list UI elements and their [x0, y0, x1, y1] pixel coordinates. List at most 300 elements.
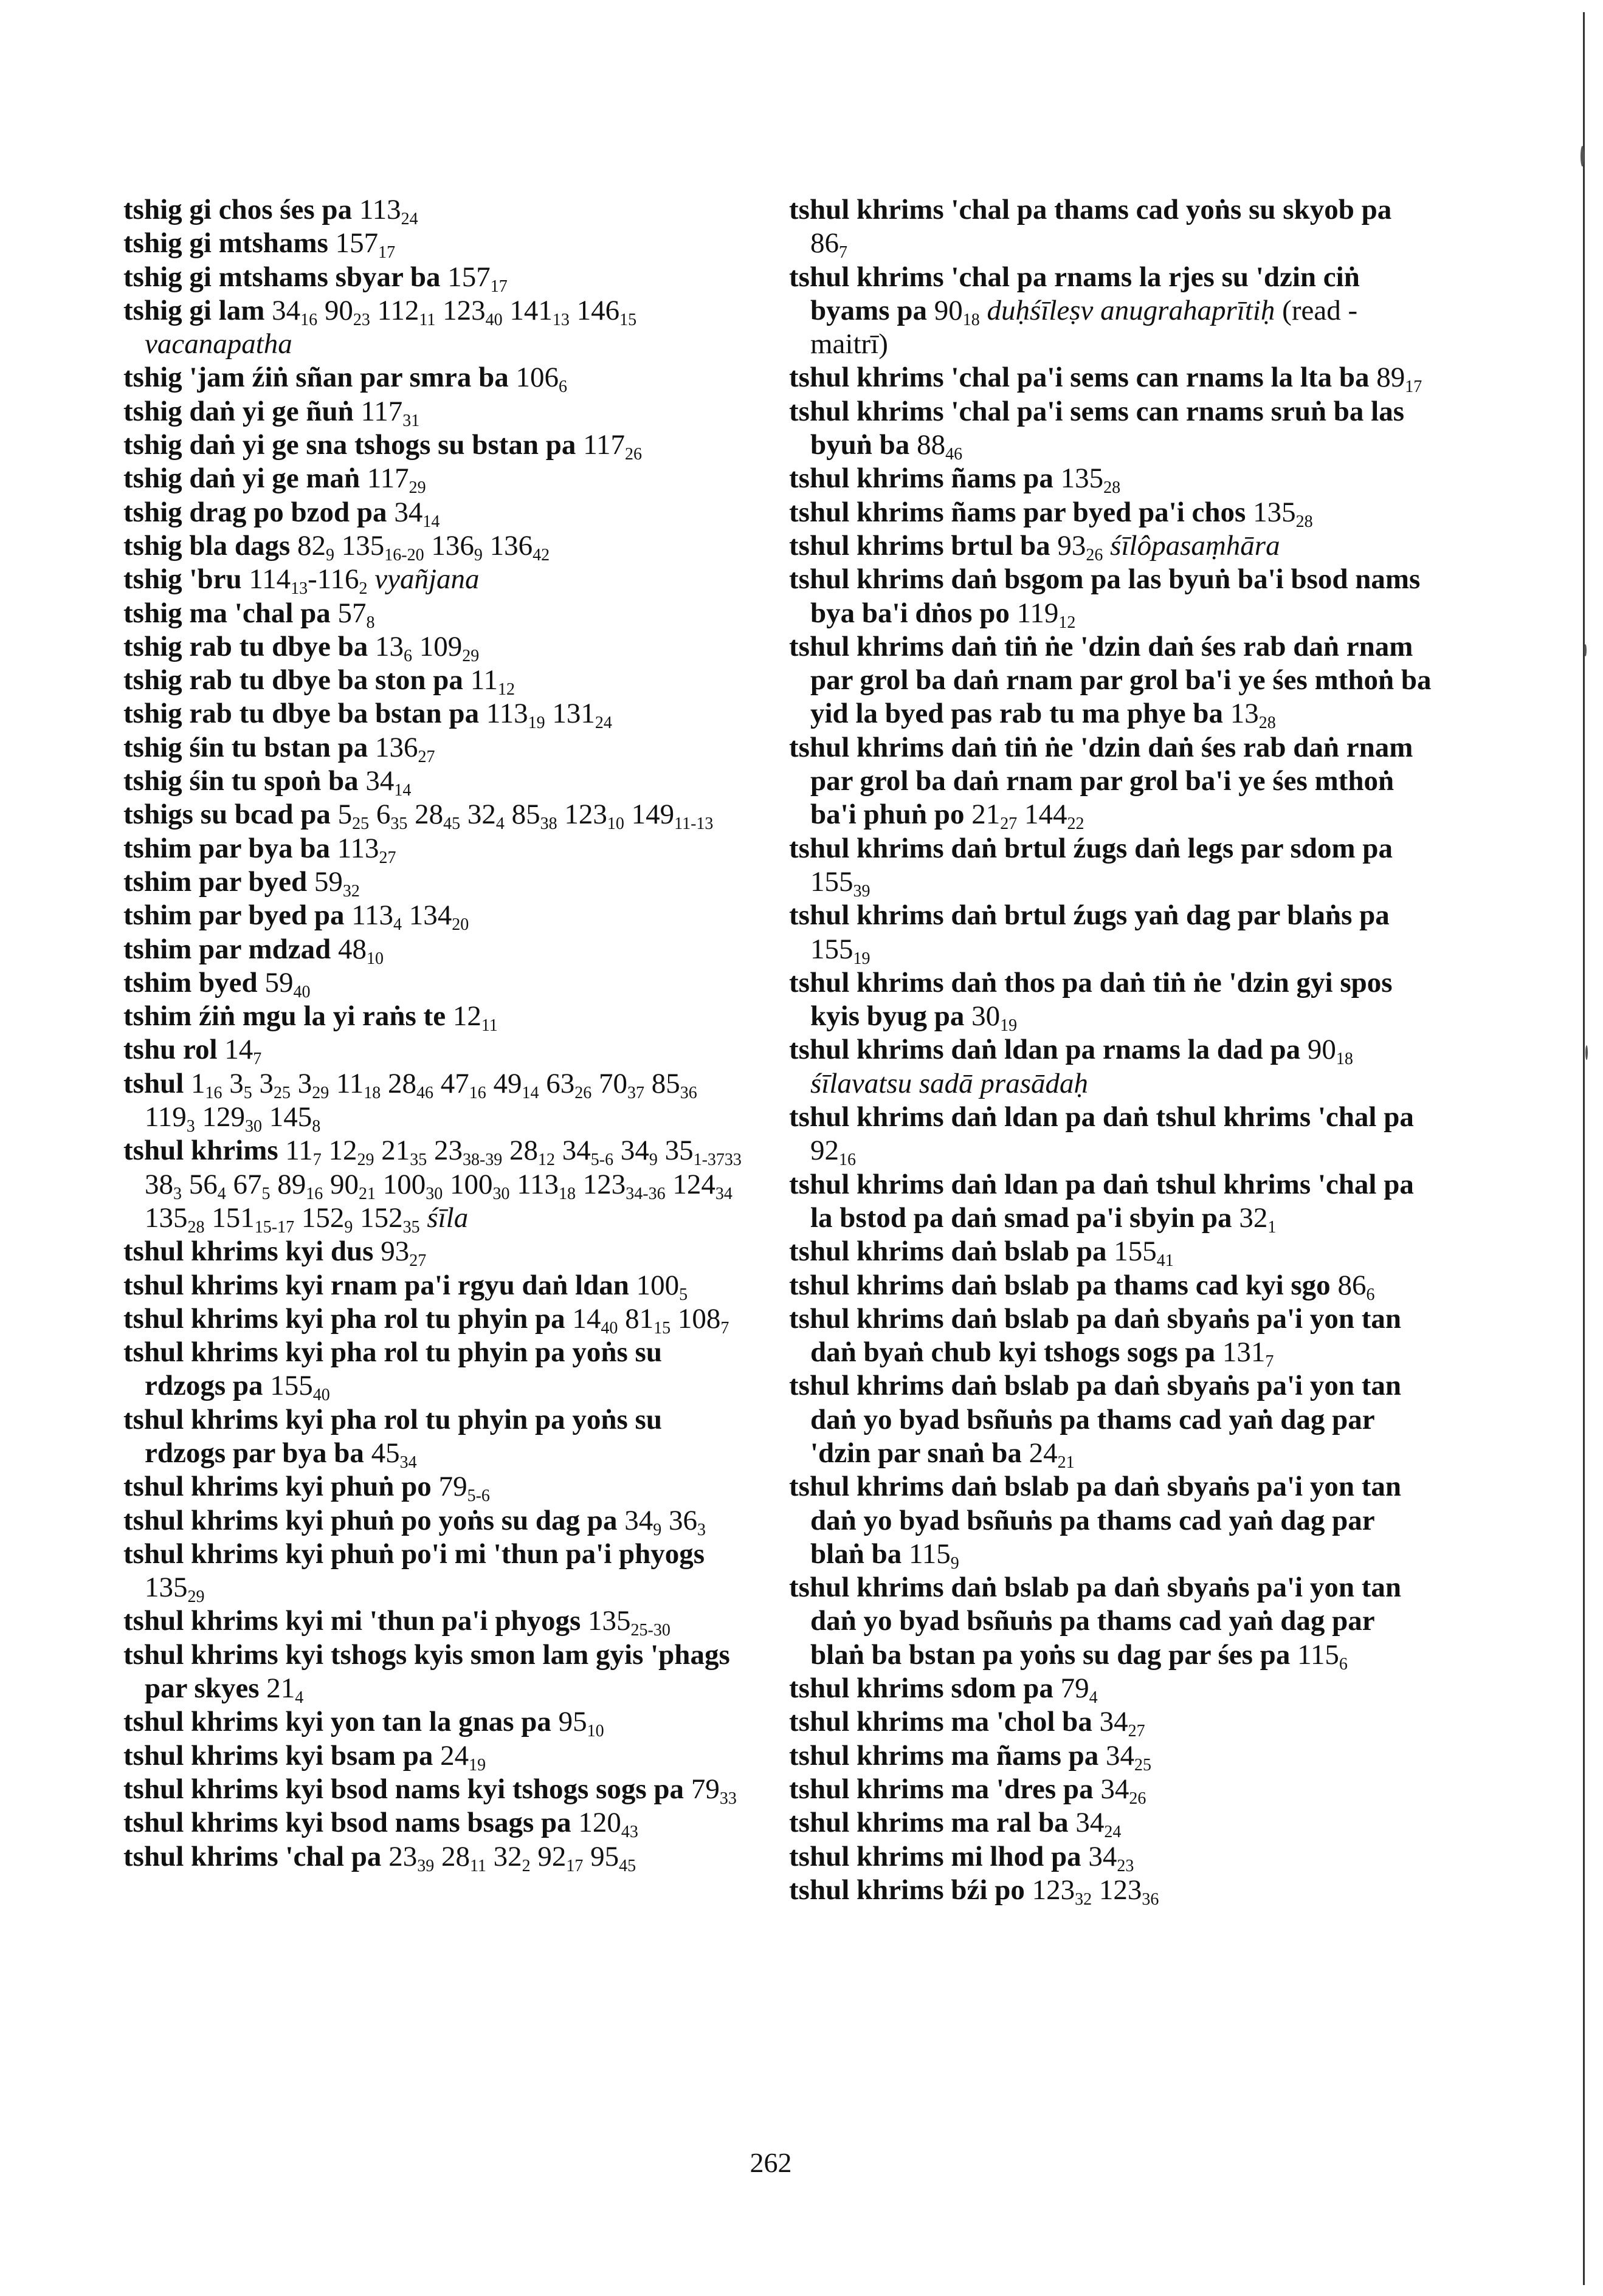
line-number-ref: 41	[1156, 1251, 1174, 1271]
page-number-ref: 95	[558, 1706, 587, 1738]
page-number-ref: 117	[360, 395, 403, 427]
line-number-ref: 25-30	[630, 1621, 671, 1640]
page-number-ref: 100	[636, 1269, 680, 1301]
page-reference	[590, 1840, 636, 1875]
page-number-ref: 82	[297, 529, 326, 562]
page-number-ref: 36	[668, 1504, 697, 1536]
page-number-ref: 34	[562, 1135, 591, 1167]
line-number-ref: 12	[497, 680, 515, 699]
line-number-ref: 22	[1067, 814, 1084, 834]
entry-headword: tshul khrims sdom pa	[789, 1672, 1053, 1705]
page-number-ref: 5	[337, 799, 353, 831]
page-number-ref: 23	[388, 1840, 418, 1872]
index-entry	[123, 1806, 750, 1840]
entry-headword: tshul khrims 'chal pa rnams la rjes su 'dzin ciṅ byams pa	[789, 261, 1360, 326]
entry-headword: tshul khrims kyi bsod nams kyi tshogs sogs pa	[123, 1773, 684, 1805]
line-number-ref: 29	[187, 1587, 205, 1607]
line-number-ref: 19	[1000, 1016, 1018, 1036]
entry-headword: tshig rab tu dbye ba bstan pa	[123, 698, 480, 730]
line-number-ref: 30	[245, 1117, 263, 1136]
index-entry	[123, 865, 750, 899]
page-reference	[572, 1302, 618, 1338]
page-reference	[337, 933, 384, 968]
page-reference	[381, 1135, 427, 1170]
line-number-ref: 11	[469, 1856, 486, 1875]
page-number-ref: 34	[365, 765, 395, 797]
line-number-ref: 26	[1086, 545, 1103, 565]
index-entry	[123, 1538, 750, 1605]
page-reference	[810, 1135, 856, 1170]
page-reference	[447, 261, 508, 296]
index-entry	[123, 1067, 750, 1135]
page-number-ref: 23	[433, 1135, 463, 1167]
page-number-ref: 24	[440, 1739, 469, 1772]
line-number-ref: 8	[366, 613, 375, 632]
page-reference	[537, 1840, 584, 1875]
line-number-ref: 17	[1405, 377, 1422, 397]
line-number-ref: 39	[853, 881, 870, 901]
line-number-ref: 18	[364, 1083, 381, 1102]
line-number-ref: 4	[217, 1184, 226, 1203]
page-number-ref: 28	[388, 1067, 417, 1099]
page-number-ref: 113	[351, 899, 393, 932]
entry-headword: tshig drag po bzod pa	[123, 496, 387, 528]
page-number-ref: 28	[415, 799, 444, 831]
line-number-ref: 35	[390, 814, 408, 834]
page-number-ref: 38	[145, 1168, 173, 1200]
scan-dot	[1584, 644, 1587, 656]
index-entry	[789, 1874, 1433, 1907]
index-entry	[123, 1604, 750, 1638]
entry-headword: tshul khrims daṅ brtul źugs yaṅ dag par blaṅs pa	[789, 899, 1390, 932]
page-number-ref: 81	[625, 1302, 654, 1335]
line-number-ref: 36	[680, 1083, 697, 1102]
line-number-ref: 3	[186, 1117, 195, 1136]
line-number-ref: 9	[950, 1553, 959, 1573]
page-reference	[224, 1034, 262, 1069]
entry-headword: tshul khrims kyi phuṅ po	[123, 1471, 432, 1503]
entry-headword: tshig gi mtshams	[123, 227, 328, 260]
index-entry	[123, 630, 750, 664]
page-reference	[191, 1067, 222, 1102]
line-number-ref: 24	[595, 713, 612, 733]
page-reference	[1088, 1840, 1134, 1875]
index-entry	[789, 395, 1433, 462]
index-entry	[789, 1302, 1433, 1370]
line-number-ref: 38-39	[462, 1150, 503, 1170]
page-reference	[314, 865, 360, 901]
page-reference	[651, 1067, 697, 1102]
page-number-ref: 47	[440, 1067, 469, 1099]
line-number-ref: 26	[624, 445, 642, 464]
page-number-ref: 131	[1222, 1336, 1266, 1369]
index-entry	[789, 496, 1433, 529]
index-entry	[789, 1773, 1433, 1806]
entry-headword: tshig rab tu dbye ba ston pa	[123, 664, 463, 696]
index-entry	[123, 261, 750, 294]
entry-headword: tshul khrims ma ñams pa	[789, 1739, 1099, 1772]
page-number-ref: 123	[564, 799, 607, 831]
page-reference	[546, 1067, 592, 1102]
page-number-ref: 114	[249, 563, 291, 596]
page-reference	[377, 294, 436, 329]
index-entry	[789, 563, 1433, 630]
index-entry	[123, 428, 750, 462]
sanskrit-equivalent: śīla	[427, 1201, 469, 1234]
line-number-ref: 15	[653, 1318, 671, 1338]
page-number-ref: 48	[337, 933, 367, 965]
page-reference	[371, 1437, 417, 1472]
entry-headword: tshul khrims ma 'dres pa	[789, 1773, 1094, 1805]
page-reference	[1253, 496, 1313, 531]
line-number-ref: 6	[1366, 1285, 1375, 1304]
line-number-ref: 5-6	[467, 1487, 490, 1506]
page-number-ref: 129	[202, 1101, 246, 1133]
page-number-ref: 152	[301, 1201, 345, 1234]
page-reference	[277, 1168, 323, 1203]
page-reference	[297, 529, 335, 565]
entry-headword: tshu rol	[123, 1034, 218, 1066]
line-number-ref: 4	[1089, 1688, 1098, 1708]
line-number-ref: 19	[469, 1755, 486, 1775]
page-number-ref: 79	[691, 1773, 720, 1805]
page-reference	[1239, 1201, 1277, 1237]
page-number-ref: 34	[620, 1135, 649, 1167]
line-number-ref: 7	[253, 1050, 262, 1069]
line-number-ref: 7	[839, 243, 847, 263]
line-number-ref: 9	[649, 1150, 658, 1170]
index-entry	[123, 597, 750, 630]
line-number-ref: 32	[342, 881, 360, 901]
index-entry	[789, 630, 1433, 731]
page-number-ref: 32	[1239, 1201, 1268, 1234]
page-reference	[450, 1168, 510, 1203]
page-reference	[1032, 1874, 1092, 1909]
page-reference	[360, 395, 420, 430]
index-entry	[789, 1739, 1433, 1773]
line-number-ref: 25	[352, 814, 370, 834]
page-reference	[1376, 362, 1422, 397]
line-number-ref: 32	[1075, 1889, 1092, 1909]
line-number-ref: 35	[402, 1217, 420, 1237]
entry-headword: tshig daṅ yi ge ñuṅ	[123, 395, 354, 427]
line-number-ref: 5-6	[590, 1150, 614, 1170]
page-reference	[264, 966, 311, 1002]
index-entry	[789, 899, 1433, 966]
line-number-ref: 16	[306, 1184, 323, 1203]
entry-headword: tshul khrims bźi po	[789, 1874, 1025, 1906]
line-number-ref: 2	[522, 1856, 531, 1875]
page-number: 262	[750, 2147, 792, 2178]
page-reference	[272, 294, 318, 329]
page-reference	[677, 1302, 729, 1338]
page-number-ref: 67	[233, 1168, 262, 1200]
page-reference	[324, 294, 370, 329]
page-number-ref: 113	[486, 698, 528, 730]
right-index-column	[789, 193, 1433, 1907]
line-number-ref: 9	[653, 1520, 662, 1539]
page-number-ref: 144	[1024, 799, 1067, 831]
line-number-ref: 7	[1265, 1352, 1274, 1372]
index-entry	[123, 563, 750, 599]
line-number-ref: 9	[326, 545, 335, 565]
line-number-ref: 7	[720, 1318, 729, 1338]
line-number-ref: 37	[627, 1083, 645, 1102]
line-number-ref: 40	[485, 310, 503, 329]
index-entry	[123, 731, 750, 765]
page-number-ref: 109	[419, 630, 463, 662]
page-number-ref: 6	[376, 799, 391, 831]
index-entry	[123, 496, 750, 529]
index-entry	[789, 1806, 1433, 1840]
page-reference	[145, 1572, 205, 1607]
index-entry	[123, 193, 750, 227]
page-reference	[145, 1168, 182, 1203]
entry-headword: tshul khrims 'chal pa'i sems can rnams sruṅ ba las byuṅ ba	[789, 395, 1404, 461]
page-reference	[672, 1168, 733, 1203]
index-entry	[123, 1773, 750, 1806]
index-entry	[123, 1134, 750, 1235]
line-number-ref: 21	[1057, 1452, 1075, 1472]
page-reference	[810, 865, 870, 901]
page-number-ref: 108	[677, 1302, 721, 1335]
line-number-ref: 29	[312, 1083, 329, 1102]
entry-headword: tshim par byed pa	[123, 899, 345, 932]
page-number-ref: 106	[515, 362, 559, 394]
page-reference	[388, 1067, 434, 1102]
line-number-ref: 38	[540, 814, 557, 834]
entry-headword: tshul khrims kyi mi 'thun pa'i phyogs	[123, 1605, 581, 1637]
page-number-ref: 32	[493, 1840, 522, 1872]
line-number-ref: 27	[379, 848, 396, 867]
line-number-ref: 18	[559, 1184, 576, 1203]
page-reference	[249, 563, 308, 599]
page-number-ref: 28	[441, 1840, 470, 1872]
line-number-ref: 40	[312, 1386, 330, 1405]
page-reference	[212, 1201, 295, 1237]
page-number-ref: 141	[509, 294, 553, 326]
index-entry	[123, 1302, 750, 1336]
page-number-ref: 100	[382, 1168, 426, 1200]
page-number-ref: 86	[1337, 1269, 1367, 1301]
page-number-ref: 123	[1032, 1874, 1075, 1906]
entry-headword: tshul khrims daṅ bslab pa	[789, 1236, 1107, 1268]
page-number-ref: 34	[1088, 1840, 1117, 1872]
page-reference	[489, 529, 550, 565]
page-number-ref: 120	[578, 1807, 621, 1839]
page-number-ref: 135	[1060, 462, 1104, 495]
line-number-ref: 36	[1142, 1889, 1159, 1909]
page-reference	[440, 1067, 486, 1102]
line-number-ref: 18	[962, 310, 980, 329]
entry-headword: tshul khrims kyi phuṅ po'i mi 'thun pa'i phyogs	[123, 1538, 705, 1570]
page-number-ref: 90	[934, 294, 963, 326]
page-number-ref: 146	[576, 294, 620, 326]
sanskrit-equivalent: śīlôpasaṃhāra	[1110, 529, 1280, 562]
page-number-ref: 49	[493, 1067, 522, 1099]
page-number-ref: 45	[371, 1437, 400, 1469]
page-reference	[1307, 1034, 1353, 1069]
entry-headword: tshul khrims daṅ bsgom pa las byuṅ ba'i bsod nams bya ba'i dṅos po	[789, 563, 1421, 629]
entry-headword: tshul khrims 'chal pa'i sems can rnams la lta ba	[789, 362, 1370, 394]
page-number-ref: 21	[971, 799, 1001, 831]
index-entry	[123, 1403, 750, 1471]
line-number-ref: 17	[490, 277, 508, 296]
page-reference	[438, 1471, 490, 1506]
sanskrit-equivalent: śīlavatsu sadā prasādaḥ	[810, 1067, 1088, 1099]
index-entry	[789, 261, 1433, 362]
page-number-ref: 79	[438, 1471, 467, 1503]
page-reference	[1029, 1437, 1075, 1472]
entry-headword: tshul khrims daṅ ldan pa rnams la dad pa	[789, 1034, 1301, 1066]
index-entry	[789, 1571, 1433, 1672]
page-reference	[431, 529, 483, 565]
page-reference	[1297, 1638, 1348, 1674]
index-entry	[123, 899, 750, 935]
page-number-ref: 157	[447, 261, 491, 293]
entry-headword: tshig gi chos śes pa	[123, 194, 353, 225]
line-number-ref: 21	[359, 1184, 376, 1203]
page-number-ref: 100	[450, 1168, 493, 1200]
page-reference	[1114, 1236, 1174, 1271]
page-number-ref: 135	[1253, 496, 1296, 528]
page-reference	[330, 1168, 376, 1203]
page-number-ref: 11	[470, 664, 498, 696]
entry-headword: tshig gi lam	[123, 294, 265, 326]
page-number-ref: 115	[908, 1538, 951, 1570]
index-entry	[123, 227, 750, 263]
page-reference	[328, 1135, 374, 1170]
line-number-ref: 23	[353, 310, 370, 329]
entry-headword: tshul khrims 'chal pa	[123, 1840, 382, 1872]
line-number-ref: 19	[528, 713, 545, 733]
entry-headword: tshul khrims daṅ tiṅ ṅe 'dzin daṅ śes rab daṅ rnam par grol ba daṅ rnam par grol ba'i ye śes mthoṅ ba'i phuṅ po	[789, 731, 1413, 831]
page-reference	[971, 799, 1018, 834]
page-number-ref: 155	[810, 865, 853, 898]
line-number-ref: 3	[173, 1184, 182, 1203]
page-number-ref: 145	[269, 1101, 312, 1133]
page-reference	[631, 799, 714, 834]
page-number-ref: 14	[224, 1034, 253, 1066]
line-number-ref: 26	[1129, 1789, 1146, 1808]
index-entry	[789, 1033, 1433, 1101]
index-entry	[123, 395, 750, 428]
page-number-ref: 85	[651, 1067, 680, 1099]
line-number-ref: 4	[393, 915, 402, 935]
line-number-ref: 33	[724, 1150, 742, 1170]
page-reference	[335, 227, 396, 263]
page-number-ref: 92	[537, 1840, 567, 1872]
entry-headword: tshul khrims kyi dus	[123, 1236, 374, 1268]
page-reference	[564, 799, 624, 834]
page-reference	[810, 933, 870, 968]
index-entry	[123, 765, 750, 798]
index-entry	[123, 1470, 750, 1504]
entry-headword: tshim byed	[123, 966, 258, 998]
entry-headword: tshul khrims daṅ bslab pa daṅ sbyaṅs pa'i yon tan daṅ yo byad bsñuṅs pa thams cad yaṅ dag par blaṅ ba bstan pa yoṅs su dag par śes pa	[789, 1572, 1402, 1671]
entry-headword: tshul khrims daṅ thos pa daṅ tiṅ ṅe 'dzin gyi spos kyis byug pa	[789, 966, 1393, 1033]
index-entry	[123, 1269, 750, 1302]
page-number-ref: 90	[324, 294, 353, 326]
page-reference	[1057, 529, 1103, 565]
line-number-ref: 8	[312, 1117, 321, 1136]
line-number-ref: 28	[1295, 512, 1313, 531]
index-entry	[123, 1638, 750, 1706]
page-reference	[336, 1067, 381, 1102]
line-number-ref: 17	[378, 243, 396, 263]
line-number-ref: 35	[410, 1150, 427, 1170]
line-number-ref: 14	[394, 781, 412, 800]
page-number-ref: 34	[272, 294, 301, 326]
page-number-ref: 85	[511, 799, 540, 831]
page-reference	[452, 1000, 498, 1036]
page-number-ref: 152	[360, 1201, 403, 1234]
line-number-ref: 14	[422, 512, 440, 531]
page-reference	[467, 799, 505, 834]
page-number-ref: 86	[810, 227, 839, 260]
page-reference	[691, 1773, 737, 1808]
page-reference	[301, 1201, 353, 1237]
page-reference	[511, 799, 557, 834]
page-reference	[1060, 462, 1121, 498]
page-reference	[341, 529, 424, 565]
page-number-ref: 59	[314, 865, 343, 898]
line-number-ref: 10	[587, 1722, 604, 1741]
page-number-ref: 12	[452, 1000, 481, 1033]
index-entry	[789, 1269, 1433, 1302]
page-reference	[188, 1168, 226, 1203]
entry-headword: tshul khrims daṅ bslab pa daṅ sbyaṅs pa'i yon tan daṅ byaṅ chub kyi tshogs sogs pa	[789, 1302, 1402, 1369]
line-number-ref: 27	[418, 747, 435, 766]
page-reference	[233, 1168, 271, 1203]
scan-dot	[1581, 146, 1584, 167]
line-number-ref: 16	[205, 1083, 222, 1102]
page-number-ref: 115	[1297, 1638, 1339, 1671]
page-reference	[259, 1067, 291, 1102]
page-reference	[440, 1739, 486, 1775]
page-number-ref: 149	[631, 799, 675, 831]
page-reference	[599, 1067, 645, 1102]
page-number-ref: 136	[375, 731, 418, 763]
index-entry	[123, 529, 750, 563]
line-number-ref: 11	[419, 310, 436, 329]
line-number-ref: 46	[945, 445, 963, 464]
line-number-ref: 7	[312, 1150, 322, 1170]
index-entry	[123, 1336, 750, 1403]
page-reference	[409, 899, 469, 935]
page-reference	[365, 765, 412, 800]
page-number-ref: 13	[1230, 698, 1259, 730]
entry-headword: tshim par mdzad	[123, 933, 331, 965]
entry-headword: tshul khrims daṅ bslab pa thams cad kyi sgo	[789, 1269, 1331, 1301]
left-index-column	[123, 193, 750, 1874]
line-number-ref: 34	[399, 1452, 417, 1472]
line-number-ref: 16	[469, 1083, 486, 1102]
page-number-ref: 14	[572, 1302, 601, 1335]
page-reference	[382, 1168, 443, 1203]
entry-headword: tshul	[123, 1067, 184, 1099]
page-reference	[337, 799, 370, 834]
page-number-ref: 89	[1376, 362, 1405, 394]
page-reference	[582, 1168, 666, 1203]
index-entry	[789, 966, 1433, 1034]
page-reference	[1222, 1336, 1274, 1372]
entry-headword: tshul khrims daṅ bslab pa daṅ sbyaṅs pa'i yon tan daṅ yo byad bsñuṅs pa thams cad yaṅ dag par 'dzin par snaṅ ba	[789, 1370, 1402, 1469]
page-number-ref: 119	[1016, 597, 1059, 629]
line-number-ref: 16	[839, 1150, 856, 1170]
page-number-ref: 90	[1307, 1034, 1336, 1066]
page-number-ref: 113	[359, 194, 401, 225]
